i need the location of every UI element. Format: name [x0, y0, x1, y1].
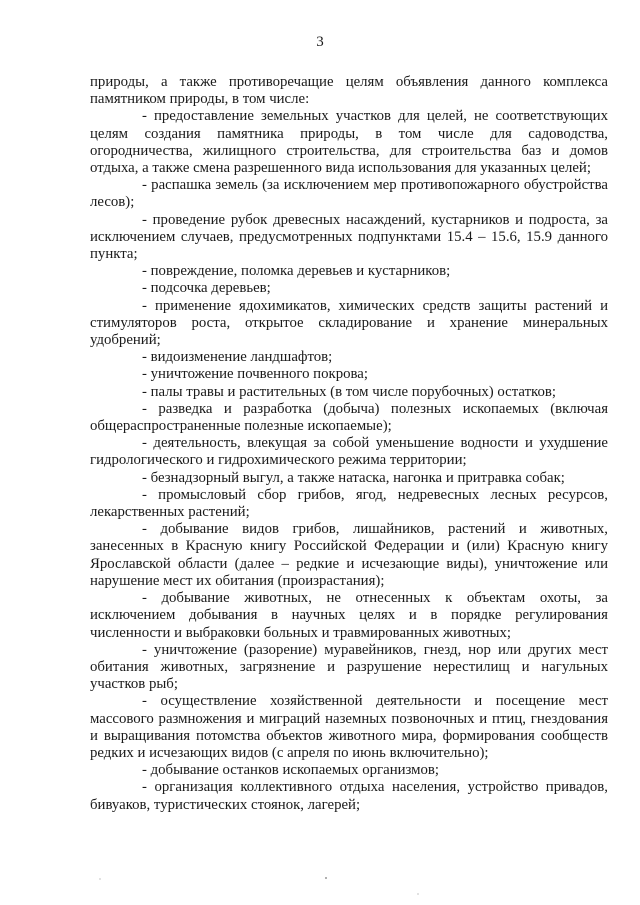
- list-item: - добывание животных, не отнесенных к объектам охоты, за исключением добывания в научных целях и в порядке регулирования численности и выбраковки больных и травмированных животных;: [90, 590, 608, 641]
- list-item: - добывание останков ископаемых организмов;: [142, 762, 440, 779]
- list-item: - применение ядохимикатов, химических средств защиты растений и стимуляторов роста, открытое складирование и хранение минеральных удобрений;: [90, 297, 608, 349]
- list-item: - проведение рубок древесных насаждений, кустарников и подроста, за исключением случаев, предусмотренных подпунктами 15.4 – 15.6, 15.9 данного пункта;: [90, 211, 608, 263]
- list-item: - палы травы и растительных (в том числе порубочных) остатков;: [142, 383, 556, 400]
- list-item: - безнадзорный выгул, а также натаска, нагонка и притравка собак;: [142, 469, 565, 486]
- list-item: - подсочка деревьев;: [142, 280, 271, 297]
- list-item: - уничтожение почвенного покрова;: [142, 366, 368, 383]
- list-item: - добывание видов грибов, лишайников, растений и животных, занесенных в Красную книгу Российской Федерации и (или) Красную книгу Ярославской области (далее – редкие и исчезающие виды), уничтожение или нарушение мест их обитания (произрастания);: [90, 521, 608, 589]
- list-item: - промысловый сбор грибов, ягод, недревесных лесных ресурсов, лекарственных растений;: [90, 486, 608, 521]
- paragraph: природы, а также противоречащие целям объявления данного комплекса памятником природы, в том числе:: [90, 74, 608, 108]
- list-item: - повреждение, поломка деревьев и кустарников;: [142, 263, 451, 280]
- list-item: - уничтожение (разорение) муравейников, гнезд, нор или других мест обитания животных, загрязнение и разрушение нерестилищ и нагульных участков рыб;: [90, 641, 608, 693]
- page-number: 3: [316, 34, 324, 50]
- list-item: - организация коллективного отдыха населения, устройство привадов, бивуаков, туристических стоянок, лагерей;: [90, 779, 608, 813]
- list-item: - осуществление хозяйственной деятельности и посещение мест массового размножения и миграций наземных позвоночных и птиц, гнездования и выращивания потомства объектов животного мира, формирования сообществ редких и исчезающих видов (с апреля по июнь включительно);: [90, 693, 608, 761]
- list-item: - видоизменение ландшафтов;: [142, 349, 333, 366]
- list-item: - деятельность, влекущая за собой уменьшение водности и ухудшение гидрологического и гидрохимического режима территории;: [90, 435, 608, 469]
- list-item: - предоставление земельных участков для целей, не соответствующих целям создания памятника природы, в том числе для садоводства, огородничества, жилищного строительства, для строительства баз и домов отдыха, а также смена разрешенного вида использования для указанных целей;: [90, 108, 608, 177]
- list-item: - распашка земель (за исключением мер противопожарного обустройства лесов);: [90, 177, 608, 211]
- list-item: - разведка и разработка (добыча) полезных ископаемых (включая общераспространенные полезные ископаемые);: [90, 400, 608, 435]
